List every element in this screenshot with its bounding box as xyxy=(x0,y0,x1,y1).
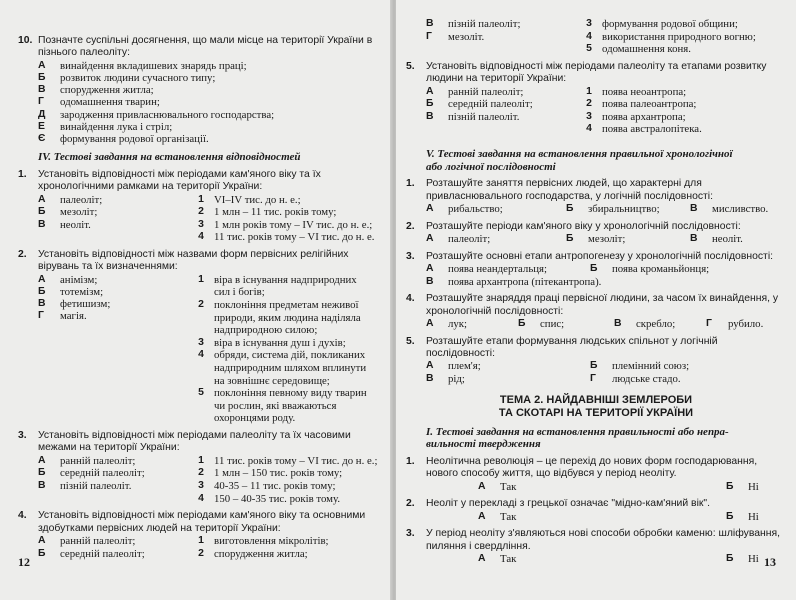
list-item: А анімізм; xyxy=(38,273,98,286)
list-item: Б збиральництво; xyxy=(566,202,660,215)
list-item: 2 поклоніння предметам неживої природи, яким людина наділяла надприродною силою; xyxy=(198,299,361,337)
s1-options xyxy=(406,203,786,216)
section-heading-4: IV. Тестові завдання на встановлення відповідностей xyxy=(38,151,301,164)
list-item: Б тотемізм; xyxy=(38,286,104,299)
q3-matching xyxy=(18,455,386,505)
q5-matching xyxy=(406,86,786,136)
list-item: В скребло; xyxy=(614,317,676,330)
list-item: Е винайдення лука і стріл; xyxy=(38,120,173,133)
question-1: 1. Установіть відповідності між періодами кам'яного віку та їх хронологічними рамками на території України: xyxy=(18,168,321,193)
q10-options xyxy=(18,60,386,145)
list-item: В неоліт. xyxy=(690,232,743,245)
question-3: 3. Установіть відповідності між періодами палеоліту та їх часовими межами на території України: xyxy=(18,429,351,454)
list-item: 4 поява австралопітека. xyxy=(586,123,702,136)
true-false-3: 3. У період неоліту з'являються нові способи обробки каменю: шліфування, пиляння і свердління. xyxy=(406,528,780,552)
list-item: 5 одомашнення коня. xyxy=(586,43,691,56)
list-item: А поява неандертальця; xyxy=(426,262,547,275)
list-item: Б поява кроманьйонця; xyxy=(590,262,710,275)
question-10: 10. Позначте суспільні досягнення, що мали місце на території України в пізнього палеоліту: xyxy=(18,35,373,59)
s3-options-2 xyxy=(406,276,786,289)
list-item: А палеоліт; xyxy=(426,232,491,245)
list-item: В фетишизм; xyxy=(38,298,111,311)
list-item: 4 обряди, система дій, покликаних надприродним шляхом вплинути на зовнішнє середовище; xyxy=(198,349,367,387)
right-column xyxy=(406,18,786,566)
list-item: 4 150 – 40-35 тис. років тому. xyxy=(198,492,341,505)
list-item: А ранній палеоліт; 1 поява неоантропа; xyxy=(426,85,687,98)
list-item: Б середній палеоліт; 2 поява палеоантропа; xyxy=(426,98,697,111)
list-item: Б спис; xyxy=(518,317,565,330)
list-item: А рибальство; xyxy=(426,202,503,215)
list-item: В мисливство. xyxy=(690,202,769,215)
s5-options-2 xyxy=(406,373,786,386)
q1-matching xyxy=(18,194,386,244)
list-item: Д зародження привласнювального господарства; xyxy=(38,108,275,121)
list-item: Б середній палеоліт; 2 1 млн – 150 тис. років тому; xyxy=(38,467,343,480)
list-item: В рід; xyxy=(426,372,465,385)
left-page xyxy=(0,0,392,600)
list-item: Б середній палеоліт; 2 спорудження житла; xyxy=(38,547,308,560)
s2-options xyxy=(406,233,786,246)
list-item: Б розвиток людини сучасного типу; xyxy=(38,72,216,85)
tf3-options: А Так Б Ні xyxy=(478,552,759,565)
list-item: А лук; xyxy=(426,317,468,330)
list-item: Г магія. xyxy=(38,310,87,323)
true-false-1: 1. Неолітична революція – це перехід до нових форм господарювання, нового способу життя, що відбувся у період неоліту. xyxy=(406,455,758,480)
list-item: Б мезоліт; 2 1 млн – 11 тис. років тому; xyxy=(38,206,337,219)
question-5: 5. Установіть відповідності між періодами палеоліту та етапами розвитку людини на території України: xyxy=(406,60,767,85)
q4-matching xyxy=(18,535,386,560)
list-item: А палеоліт; 1 VI–IV тис. до н. е.; xyxy=(38,193,301,206)
list-item: В спорудження житла; xyxy=(38,84,154,97)
list-item: А плем'я; xyxy=(426,360,481,373)
left-column xyxy=(18,30,386,560)
list-item: В пізній палеоліт. 3 40-35 – 11 тис. років тому; xyxy=(38,479,336,492)
list-item: А ранній палеоліт; 1 11 тис. років тому – VI тис. до н. е.; xyxy=(38,454,378,467)
list-item: В неоліт. 3 1 млн років тому – IV тис. до н. е.; xyxy=(38,218,373,231)
list-item: А винайдення вкладишевих знарядь праці; xyxy=(38,59,247,72)
page-number-left: 12 xyxy=(18,555,30,569)
question-2: 2. Установіть відповідності між назвами форм первісних релігійних вірувань та їх визначеннями: xyxy=(18,249,349,273)
list-item: В поява архантропа (пітекантропа). xyxy=(426,275,602,288)
question-4: 4. Установіть відповідності між періодами кам'яного віку та основними здобутками первісних людей на території України: xyxy=(18,510,366,534)
list-item: 3 віра в існування душ і духів; xyxy=(198,336,346,349)
list-item: 4 11 тис. років тому – VI тис. до н. е. xyxy=(198,231,375,244)
s4-options xyxy=(406,318,786,331)
q2-right-list xyxy=(188,274,386,425)
list-item: В пізній палеоліт. 3 поява архантропа; xyxy=(426,110,686,123)
tf2-options: А Так Б Ні xyxy=(478,510,759,523)
true-false-2: 2. Неоліт у перекладі з грецької означає "мідно-кам'яний вік". xyxy=(406,498,711,510)
tf1-options: А Так Б Ні xyxy=(478,480,759,493)
list-item: Г мезоліт. 4 використання природного вогню; xyxy=(426,30,756,43)
page-number-right: 13 xyxy=(764,555,776,569)
sequence-question-3: 3. Розташуйте основні етапи антропогенезу у хронологічній послідовності: xyxy=(406,250,774,262)
list-item: Г одомашнення тварин; xyxy=(38,96,160,109)
list-item: В пізній палеоліт; 3 формування родової общини; xyxy=(426,18,738,30)
list-item: Б племінний союз; xyxy=(590,360,690,373)
list-item: Г людське стадо. xyxy=(590,372,681,385)
q4-continued xyxy=(406,18,786,56)
q2-matching xyxy=(18,274,386,425)
section-heading-1: I. Тестові завдання на встановлення правильності або непра- вильності твердження xyxy=(426,425,729,451)
sequence-question-1: 1. Розташуйте заняття первісних людей, що характерні для привласнювального господарства, у логічній послідовності: xyxy=(406,178,713,202)
list-item: Є формування родової організації. xyxy=(38,133,209,146)
section-heading-5: V. Тестові завдання на встановлення правильної хронологічної або логічної послідовності xyxy=(426,147,733,173)
sequence-question-5: 5. Розташуйте етапи формування людських спільнот у логічній послідовності: xyxy=(406,335,718,359)
right-page xyxy=(396,0,796,600)
list-item: 5 поклоніння певному виду тварин чи рослин, які вважаються охоронцями роду. xyxy=(198,387,367,425)
sequence-question-2: 2. Розташуйте періоди кам'яного віку у хронологічній послідовності: xyxy=(406,220,741,232)
sequence-question-4: 4. Розташуйте знаряддя праці первісної людини, за часом їх винайдення, у хронологічній послідовності: xyxy=(406,293,779,317)
list-item: Г рубило. xyxy=(706,317,764,330)
q2-left-list xyxy=(18,274,188,425)
s3-options xyxy=(406,263,786,276)
list-item: Б мезоліт; xyxy=(566,232,626,245)
topic-heading: ТЕМА 2. НАЙДАВНІШІ ЗЕМЛЕРОБИ ТА СКОТАРІ НА ТЕРИТОРІЇ УКРАЇНИ xyxy=(498,393,694,419)
s5-options xyxy=(406,360,786,373)
list-item: 1 віра в існування надприродних сил і богів; xyxy=(198,273,357,299)
list-item: А ранній палеоліт; 1 виготовлення мікролітів; xyxy=(38,534,329,547)
